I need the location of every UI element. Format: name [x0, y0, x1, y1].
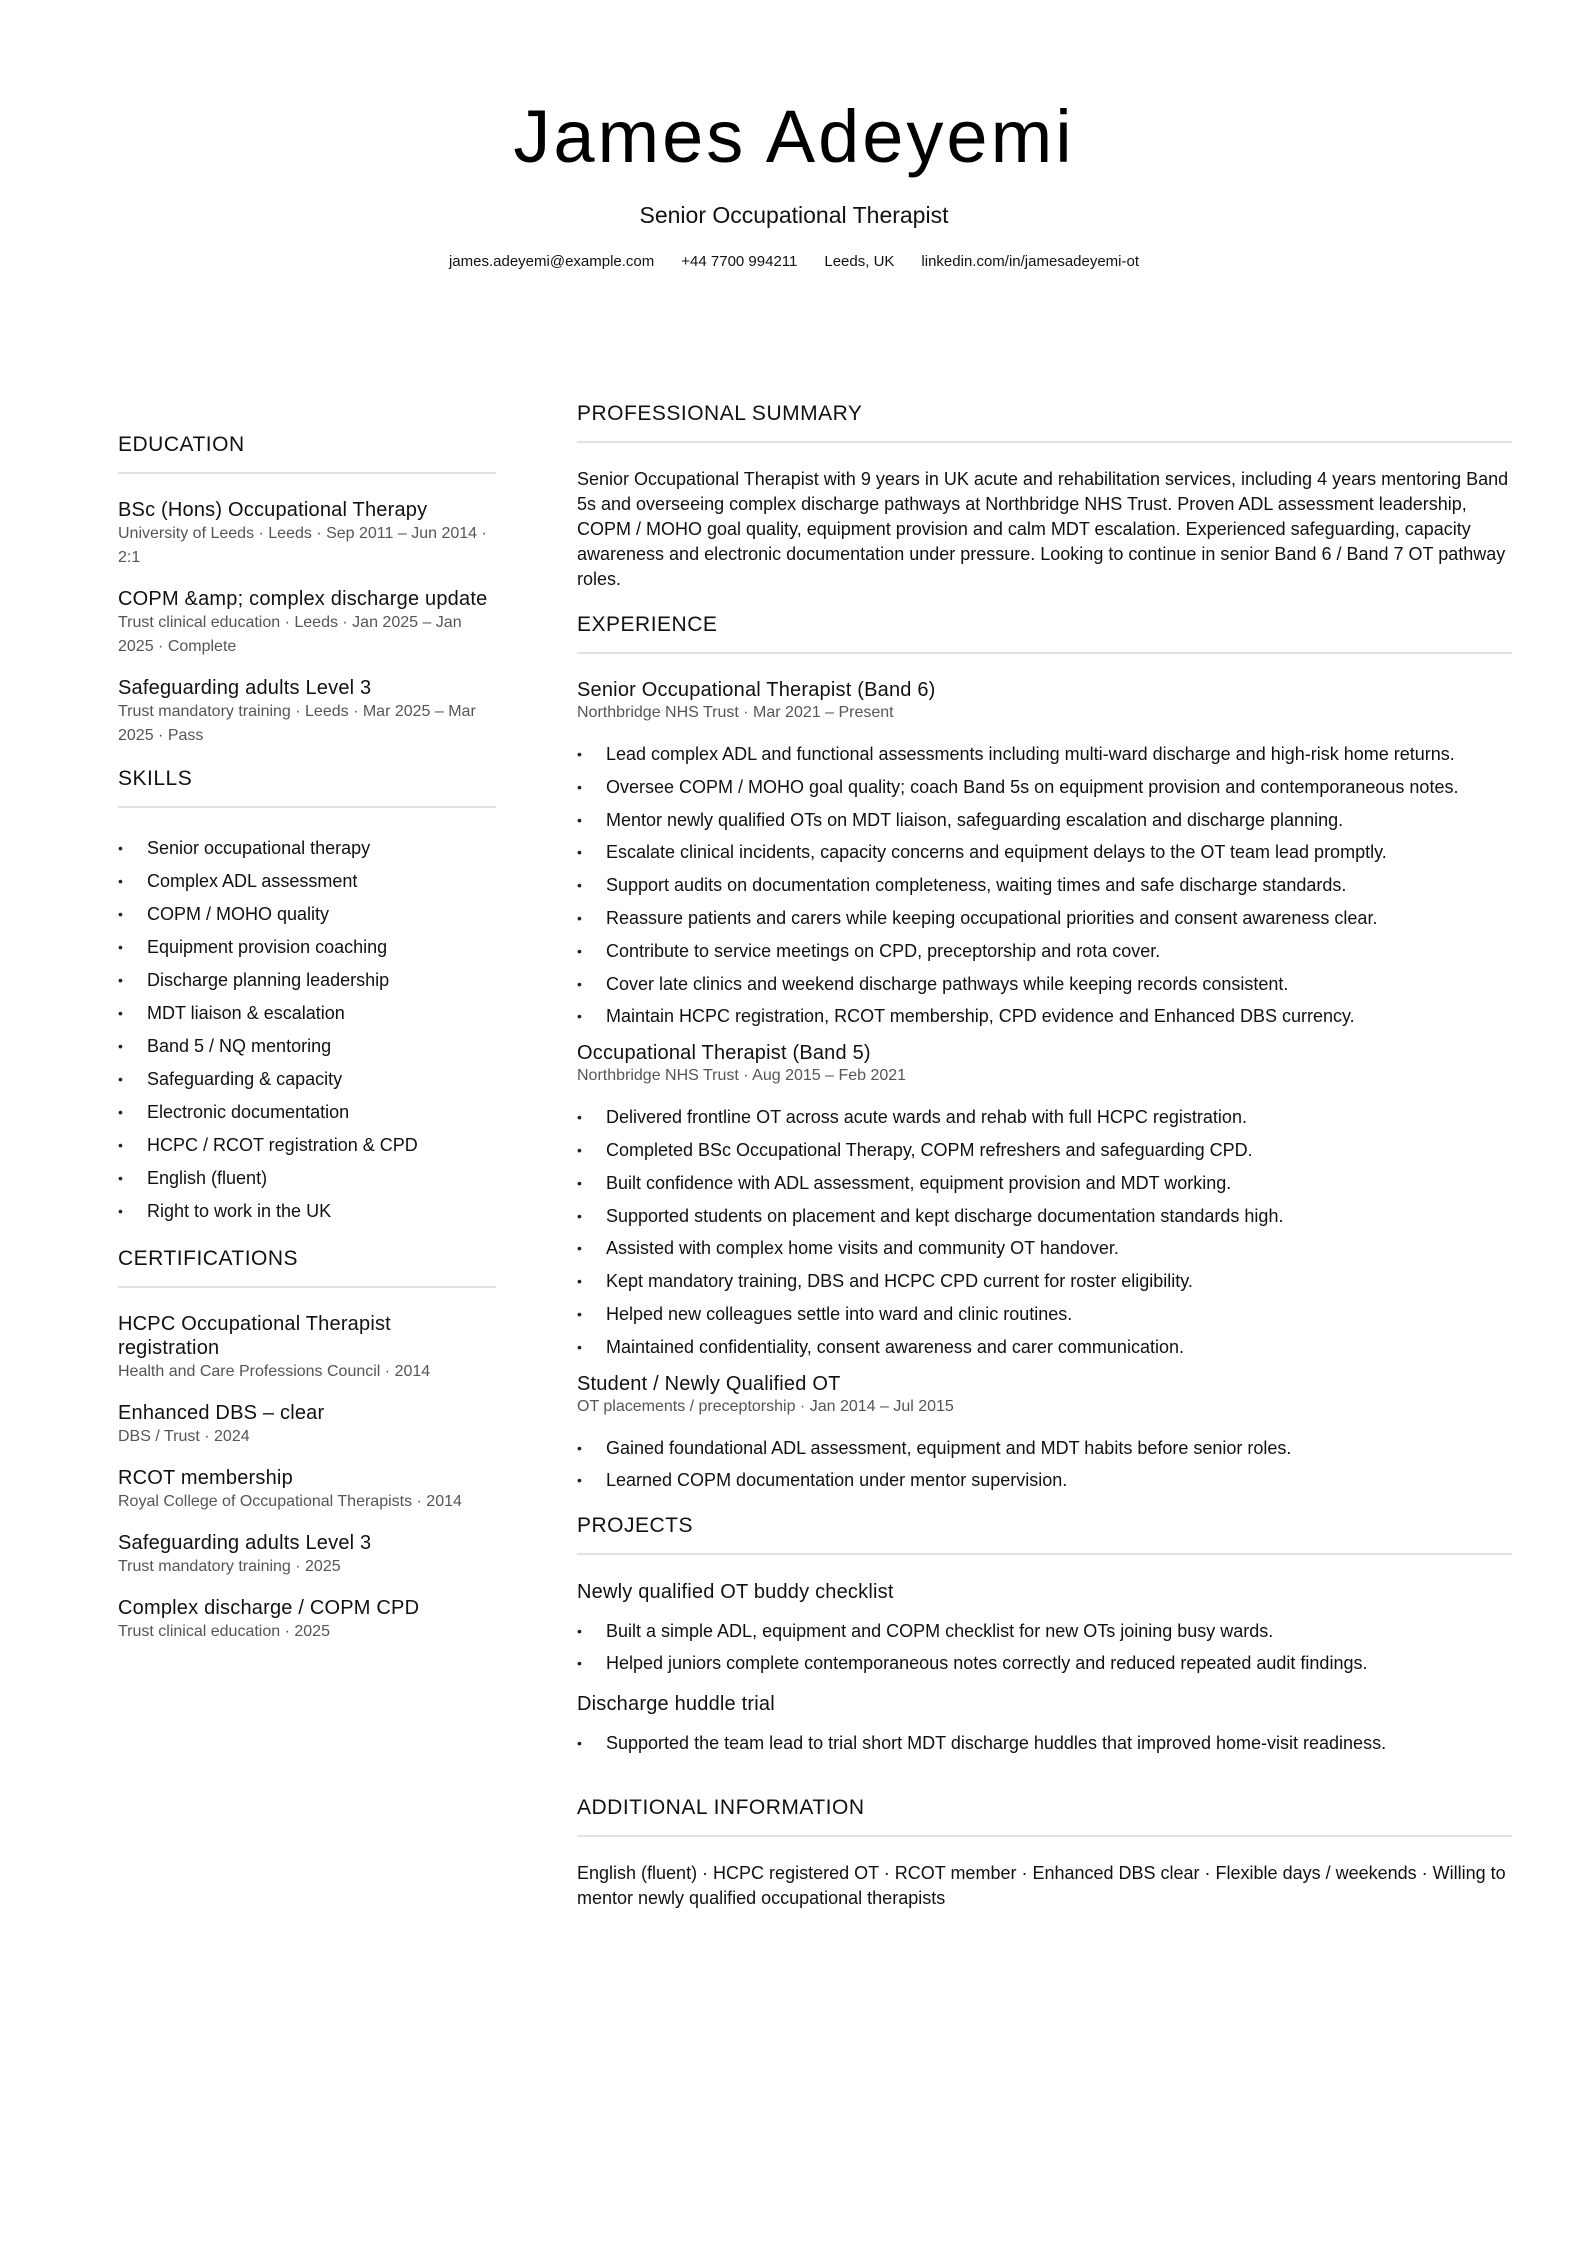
skills-list: [118, 832, 496, 1228]
projects-section: [577, 1513, 1512, 1759]
job-title: Senior Occupational Therapist (Band 6): [577, 679, 936, 701]
candidate-role: Senior Occupational Therapist: [639, 202, 949, 228]
education-details: University of Leeds · Leeds · Sep 2011 – Jun 2014 · 2:1: [118, 525, 487, 566]
job-bullet: • Maintained confidentiality, consent awareness and carer communication.: [577, 1331, 1512, 1364]
education-entry: [118, 587, 496, 659]
skill-item: • Right to work in the UK: [118, 1195, 496, 1228]
job-bullet: • Supported students on placement and kept discharge documentation standards high.: [577, 1200, 1512, 1233]
job-bullet: • Lead complex ADL and functional assessments including multi-ward discharge and high-risk home returns.: [577, 738, 1512, 771]
experience-section: [577, 612, 1512, 1497]
right-column: [577, 401, 1512, 1929]
job-bullets: [577, 1432, 1512, 1498]
summary-text: Senior Occupational Therapist with 9 years in UK acute and rehabilitation services, including 4 years mentoring Band 5s and overseeing complex discharge pathways at Northbridge NHS Trust. Proven ADL assessment leadership, COPM / MOHO goal quality, equipment provision and calm MDT escalation. Experienced safeguarding, capacity awareness and electronic documentation under pressure. Looking to continue in senior Band 6 / Band 7 OT pathway roles.: [577, 469, 1509, 589]
certification-details: Royal College of Occupational Therapists · 2014: [118, 1493, 462, 1510]
additional-text: English (fluent) · HCPC registered OT · RCOT member · Enhanced DBS clear · Flexible days / weekends · Willing to mentor newly qualified occupational therapists: [577, 1863, 1506, 1909]
skill-item: • Complex ADL assessment: [118, 865, 496, 898]
job-bullet: • Assisted with complex home visits and community OT handover.: [577, 1232, 1512, 1265]
skill-item: • Safeguarding & capacity: [118, 1063, 496, 1096]
education-entry: [118, 498, 496, 570]
job-title: Student / Newly Qualified OT: [577, 1372, 841, 1395]
job-title: Occupational Therapist (Band 5): [577, 1042, 871, 1065]
skill-item: • COPM / MOHO quality: [118, 898, 496, 931]
skills-section: [118, 766, 496, 1228]
skill-item: • HCPC / RCOT registration & CPD: [118, 1129, 496, 1162]
certification-entry: [118, 1596, 496, 1644]
job-employer: OT placements / preceptorship · Jan 2014 – Jul 2015: [577, 1397, 954, 1415]
skill-item: • MDT liaison & escalation: [118, 997, 496, 1030]
certification-title: Enhanced DBS – clear: [118, 1402, 325, 1424]
contact-line: [0, 252, 1588, 272]
project-bullets: [577, 1727, 1512, 1759]
skill-item: • Senior occupational therapy: [118, 832, 496, 865]
summary-section: [577, 401, 1512, 592]
skill-item: • Discharge planning leadership: [118, 964, 496, 997]
certification-title: RCOT membership: [118, 1467, 293, 1489]
certification-details: Trust mandatory training · 2025: [118, 1558, 341, 1575]
job-bullet: • Helped new colleagues settle into ward and clinic routines.: [577, 1298, 1512, 1331]
contact-phone[interactable]: +44 7700 994211: [681, 253, 798, 270]
project-bullets: [577, 1615, 1512, 1679]
contact-location: Leeds, UK: [824, 253, 895, 270]
candidate-name: James Adeyemi: [513, 95, 1075, 178]
job-bullet: • Delivered frontline OT across acute wards and rehab with full HCPC registration.: [577, 1101, 1512, 1134]
section-title: EDUCATION: [118, 432, 496, 474]
job-bullet: • Built confidence with ADL assessment, equipment provision and MDT working.: [577, 1167, 1512, 1200]
education-title: Safeguarding adults Level 3: [118, 677, 372, 699]
job-employer: Northbridge NHS Trust · Aug 2015 – Feb 2021: [577, 1067, 907, 1085]
certification-details: Trust clinical education · 2025: [118, 1623, 330, 1640]
skill-item: • Electronic documentation: [118, 1096, 496, 1129]
section-title: CERTIFICATIONS: [118, 1246, 496, 1288]
project-title: Newly qualified OT buddy checklist: [577, 1581, 894, 1604]
contact-linkedin[interactable]: linkedin.com/in/jamesadeyemi-ot: [921, 253, 1140, 270]
job-bullet: • Contribute to service meetings on CPD, preceptorship and rota cover.: [577, 935, 1512, 968]
job-bullet: • Mentor newly qualified OTs on MDT liaison, safeguarding escalation and discharge planning.: [577, 804, 1512, 837]
certification-details: Health and Care Professions Council · 2014: [118, 1363, 431, 1380]
certification-entry: [118, 1531, 496, 1579]
job-bullets: [577, 738, 1512, 1033]
job-entry: [577, 1041, 1512, 1363]
skill-item: • English (fluent): [118, 1162, 496, 1195]
section-title: PROJECTS: [577, 1513, 1512, 1555]
certification-title: Complex discharge / COPM CPD: [118, 1597, 420, 1619]
certification-entry: [118, 1312, 496, 1384]
resume-header: [0, 0, 1588, 272]
project-bullet: • Supported the team lead to trial short MDT discharge huddles that improved home-visit readiness.: [577, 1727, 1512, 1759]
section-title: EXPERIENCE: [577, 612, 1512, 654]
education-details: Trust clinical education · Leeds · Jan 2025 – Jan 2025 · Complete: [118, 614, 462, 655]
contact-email[interactable]: james.adeyemi@example.com: [448, 253, 655, 270]
education-entry: [118, 676, 496, 748]
job-bullet: • Gained foundational ADL assessment, equipment and MDT habits before senior roles.: [577, 1432, 1512, 1465]
job-bullet: • Support audits on documentation completeness, waiting times and safe discharge standards.: [577, 869, 1512, 902]
job-bullet: • Kept mandatory training, DBS and HCPC CPD current for roster eligibility.: [577, 1265, 1512, 1298]
job-entry: [577, 1372, 1512, 1498]
job-bullets: [577, 1101, 1512, 1363]
section-title: SKILLS: [118, 766, 496, 808]
certification-title: HCPC Occupational Therapist registration: [118, 1313, 391, 1359]
project-bullet: • Helped juniors complete contemporaneous notes correctly and reduced repeated audit findings.: [577, 1647, 1512, 1679]
project-entry: [577, 1691, 1512, 1759]
job-bullet: • Oversee COPM / MOHO goal quality; coach Band 5s on equipment provision and contemporaneous notes.: [577, 771, 1512, 804]
left-column: [118, 432, 496, 1662]
education-section: [118, 432, 496, 748]
section-title: ADDITIONAL INFORMATION: [577, 1795, 1512, 1837]
job-bullet: • Learned COPM documentation under mentor supervision.: [577, 1464, 1512, 1497]
skill-item: • Band 5 / NQ mentoring: [118, 1030, 496, 1063]
job-bullet: • Completed BSc Occupational Therapy, COPM refreshers and safeguarding CPD.: [577, 1134, 1512, 1167]
education-details: Trust mandatory training · Leeds · Mar 2025 – Mar 2025 · Pass: [118, 703, 476, 744]
job-entry: [577, 678, 1512, 1033]
additional-section: [577, 1795, 1512, 1911]
certifications-section: [118, 1246, 496, 1644]
skill-item: • Equipment provision coaching: [118, 931, 496, 964]
project-entry: [577, 1579, 1512, 1679]
certification-entry: [118, 1401, 496, 1449]
job-bullet: • Reassure patients and carers while keeping occupational priorities and consent awareness clear.: [577, 902, 1512, 935]
job-bullet: • Maintain HCPC registration, RCOT membership, CPD evidence and Enhanced DBS currency.: [577, 1000, 1512, 1033]
project-bullet: • Built a simple ADL, equipment and COPM checklist for new OTs joining busy wards.: [577, 1615, 1512, 1647]
job-bullet: • Cover late clinics and weekend discharge pathways while keeping records consistent.: [577, 968, 1512, 1001]
job-employer: Northbridge NHS Trust · Mar 2021 – Present: [577, 704, 894, 721]
certification-entry: [118, 1466, 496, 1514]
certification-title: Safeguarding adults Level 3: [118, 1532, 372, 1554]
certification-details: DBS / Trust · 2024: [118, 1428, 250, 1445]
project-title: Discharge huddle trial: [577, 1693, 775, 1716]
education-title: COPM &amp; complex discharge update: [118, 588, 488, 610]
education-title: BSc (Hons) Occupational Therapy: [118, 499, 428, 521]
job-bullet: • Escalate clinical incidents, capacity concerns and equipment delays to the OT team lead promptly.: [577, 836, 1512, 869]
section-title: PROFESSIONAL SUMMARY: [577, 401, 1512, 443]
